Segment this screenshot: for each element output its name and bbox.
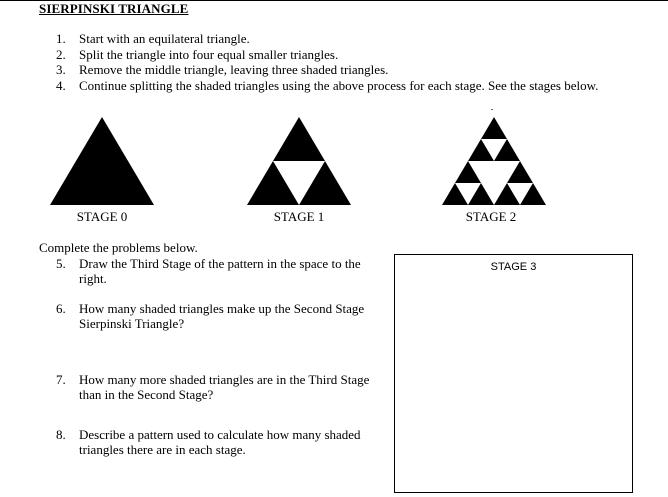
instruction-step	[56, 31, 598, 47]
stage-0-triangle	[50, 117, 154, 205]
stage-0-label: STAGE 0	[76, 209, 128, 224]
problem-text: Draw the Third Stage of the pattern in the space to the right.	[79, 256, 361, 286]
stage-3-label: STAGE 3	[490, 261, 537, 273]
instruction-step	[56, 78, 598, 94]
step-number: 2.	[56, 46, 66, 62]
problem-text: Describe a pattern used to calculate how many shaded triangles there are in each stage.	[79, 427, 361, 457]
problem-number: 8.	[56, 427, 66, 442]
stray-mark	[491, 109, 493, 110]
problem-number: 5.	[56, 256, 66, 271]
step-text: Continue splitting the shaded triangles using the above process for each stage. See the stages below.	[79, 77, 599, 93]
stage-3-drawing-area[interactable]	[394, 254, 633, 493]
problem-item	[56, 301, 376, 331]
stage-2-triangle	[442, 117, 546, 205]
problem-number: 7.	[56, 372, 66, 387]
step-number: 3.	[56, 62, 66, 77]
problem-item	[56, 256, 374, 286]
step-text: Split the triangle into four equal smaller triangles.	[79, 46, 339, 62]
step-text: Start with an equilateral triangle.	[79, 31, 250, 46]
stage-1-label: STAGE 1	[273, 209, 325, 224]
problem-item	[56, 427, 374, 457]
instruction-step	[56, 62, 598, 78]
problems-intro: Complete the problems below.	[39, 240, 198, 255]
stage-2-label: STAGE 2	[465, 209, 517, 224]
page-title: SIERPINSKI TRIANGLE	[39, 1, 189, 16]
instructions-list	[56, 31, 598, 93]
problem-text: How many shaded triangles make up the Second Stage Sierpinski Triangle?	[79, 301, 365, 331]
step-number: 1.	[56, 31, 66, 46]
instruction-step	[56, 47, 598, 63]
step-text: Remove the middle triangle, leaving three shaded triangles.	[79, 62, 389, 77]
shaded-triangle	[50, 117, 154, 205]
problem-item	[56, 372, 386, 402]
problem-text: How many more shaded triangles are in the Third Stage than in the Second Stage?	[79, 372, 370, 402]
stage-1-triangle	[247, 117, 351, 205]
problem-number: 6.	[56, 301, 66, 316]
step-number: 4.	[56, 77, 66, 93]
